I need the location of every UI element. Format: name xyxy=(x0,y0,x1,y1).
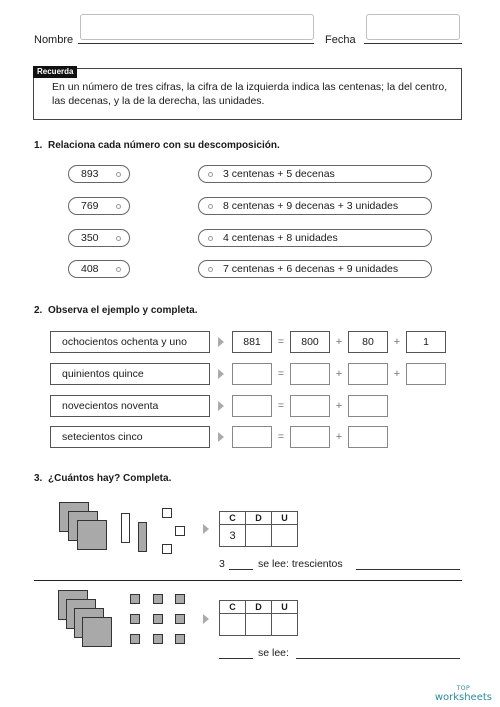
unit-cube xyxy=(153,634,163,644)
ex2-answer-cell[interactable] xyxy=(232,363,272,385)
hundred-block xyxy=(82,617,112,647)
cdu-header-u: U xyxy=(272,512,298,525)
equals-sign: = xyxy=(277,431,285,443)
unit-cube xyxy=(130,634,140,644)
ex2-answer-cell[interactable] xyxy=(290,426,330,448)
ex2-number: 2. xyxy=(34,305,43,316)
connector-dot[interactable] xyxy=(116,236,121,241)
cdu-header-c: C xyxy=(220,601,246,614)
name-line xyxy=(78,43,314,44)
connector-dot[interactable] xyxy=(116,267,121,272)
cdu-value-d[interactable] xyxy=(246,525,272,547)
cdu-value-c: 3 xyxy=(220,525,246,547)
unit-cube xyxy=(175,614,185,624)
ex2-words-box: setecientos cinco xyxy=(50,426,210,448)
unit-cube xyxy=(175,594,185,604)
unit-cube xyxy=(162,544,172,554)
connector-dot[interactable] xyxy=(116,172,121,177)
unit-cube xyxy=(153,594,163,604)
plus-sign: + xyxy=(335,400,343,412)
unit-cube xyxy=(162,508,172,518)
arrow-icon xyxy=(218,337,224,347)
ex2-answer-cell[interactable] xyxy=(232,395,272,417)
ex1-number-pill[interactable] xyxy=(68,197,130,215)
ex2-answer-cell[interactable] xyxy=(290,395,330,417)
ex1-heading xyxy=(34,140,280,151)
recuerda-tag: Recuerda xyxy=(33,66,77,78)
arrow-icon xyxy=(203,614,209,624)
ex2-units-cell: 1 xyxy=(406,331,446,353)
unit-cube xyxy=(130,614,140,624)
ex1-decomposition-pill[interactable] xyxy=(198,260,432,278)
ex1-title: Relaciona cada número con su descomposición. xyxy=(48,140,280,151)
ten-rod xyxy=(138,522,147,552)
ex2-hundreds-cell: 800 xyxy=(290,331,330,353)
plus-sign: + xyxy=(335,368,343,380)
answer-line[interactable] xyxy=(229,569,253,570)
connector-dot[interactable] xyxy=(208,172,213,177)
ex2-words-box: ochocientos ochenta y uno xyxy=(50,331,210,353)
ex2-title: Observa el ejemplo y completa. xyxy=(48,305,198,316)
date-input-box[interactable] xyxy=(366,14,460,40)
cdu-header-d: D xyxy=(246,601,272,614)
unit-cube xyxy=(153,614,163,624)
logo-bottom-text: worksheets xyxy=(434,692,492,703)
hundred-block xyxy=(77,520,107,550)
ex1-number-value: 769 xyxy=(81,200,99,212)
cdu-value-u[interactable] xyxy=(272,614,298,636)
ex2-words-box: novecientos noventa xyxy=(50,395,210,417)
ex2-answer-cell[interactable] xyxy=(348,363,388,385)
ex2-heading xyxy=(34,305,198,316)
ex3-title: ¿Cuántos hay? Completa. xyxy=(48,473,172,484)
arrow-icon xyxy=(203,524,209,534)
plus-sign: + xyxy=(335,336,343,348)
cdu-value-c[interactable] xyxy=(220,614,246,636)
unit-cube xyxy=(175,634,185,644)
equals-sign: = xyxy=(277,336,285,348)
ex1-number: 1. xyxy=(34,140,43,151)
ex2-answer-cell[interactable] xyxy=(406,363,446,385)
ex3-se-lee-label: se lee: trescientos xyxy=(258,558,343,570)
ex1-number-value: 893 xyxy=(81,168,99,180)
plus-sign: + xyxy=(335,431,343,443)
connector-dot[interactable] xyxy=(208,204,213,209)
ex2-answer-cell[interactable] xyxy=(232,426,272,448)
arrow-icon xyxy=(218,401,224,411)
ex1-number-value: 408 xyxy=(81,263,99,275)
ex3-heading xyxy=(34,473,171,484)
unit-cube xyxy=(175,526,185,536)
ex3-answer-digit: 3 xyxy=(219,558,225,570)
ex1-decomposition-text: 7 centenas + 6 decenas + 9 unidades xyxy=(223,263,399,275)
arrow-icon xyxy=(218,432,224,442)
ex1-number-pill[interactable] xyxy=(68,260,130,278)
name-input-box[interactable] xyxy=(80,14,314,40)
logo-top-text: TOP xyxy=(456,685,471,692)
ex1-number-value: 350 xyxy=(81,232,99,244)
ex1-decomposition-text: 4 centenas + 8 unidades xyxy=(223,232,338,244)
ex1-decomposition-text: 8 centenas + 9 decenas + 3 unidades xyxy=(223,200,399,212)
equals-sign: = xyxy=(277,400,285,412)
ex2-answer-cell[interactable] xyxy=(290,363,330,385)
ex3-se-lee-label: se lee: xyxy=(258,647,289,659)
cdu-table xyxy=(219,511,298,547)
date-line xyxy=(364,43,462,44)
section-divider xyxy=(34,580,462,581)
date-label: Fecha xyxy=(325,34,356,46)
ex1-number-pill[interactable] xyxy=(68,165,130,183)
cdu-value-d[interactable] xyxy=(246,614,272,636)
cdu-value-u[interactable] xyxy=(272,525,298,547)
ten-rod xyxy=(121,513,130,543)
equals-sign: = xyxy=(277,368,285,380)
ex2-tens-cell: 80 xyxy=(348,331,388,353)
name-label: Nombre xyxy=(34,34,74,46)
recuerda-text: En un número de tres cifras, la cifra de la izquierda indica las centenas; la del centro, las decenas, y la de la derecha, las unidades. xyxy=(52,81,448,107)
ex2-answer-cell[interactable] xyxy=(348,395,388,417)
ex2-value-cell: 881 xyxy=(232,331,272,353)
plus-sign: + xyxy=(393,368,401,380)
ex1-decomposition-pill[interactable] xyxy=(198,197,432,215)
ex1-number-pill[interactable] xyxy=(68,229,130,247)
ex2-words-box: quinientos quince xyxy=(50,363,210,385)
connector-dot[interactable] xyxy=(208,267,213,272)
ex2-answer-cell[interactable] xyxy=(348,426,388,448)
arrow-icon xyxy=(218,369,224,379)
cdu-table xyxy=(219,600,298,636)
plus-sign: + xyxy=(393,336,401,348)
unit-cube xyxy=(130,594,140,604)
answer-line[interactable] xyxy=(296,658,460,659)
cdu-header-d: D xyxy=(246,512,272,525)
answer-line[interactable] xyxy=(356,569,460,570)
answer-line[interactable] xyxy=(219,658,253,659)
ex1-decomposition-text: 3 centenas + 5 decenas xyxy=(223,168,335,180)
ex1-decomposition-pill[interactable] xyxy=(198,229,432,247)
topworksheets-logo xyxy=(435,685,492,703)
connector-dot[interactable] xyxy=(116,204,121,209)
cdu-header-u: U xyxy=(272,601,298,614)
cdu-header-c: C xyxy=(220,512,246,525)
connector-dot[interactable] xyxy=(208,236,213,241)
ex3-number: 3. xyxy=(34,473,43,484)
ex1-decomposition-pill[interactable] xyxy=(198,165,432,183)
